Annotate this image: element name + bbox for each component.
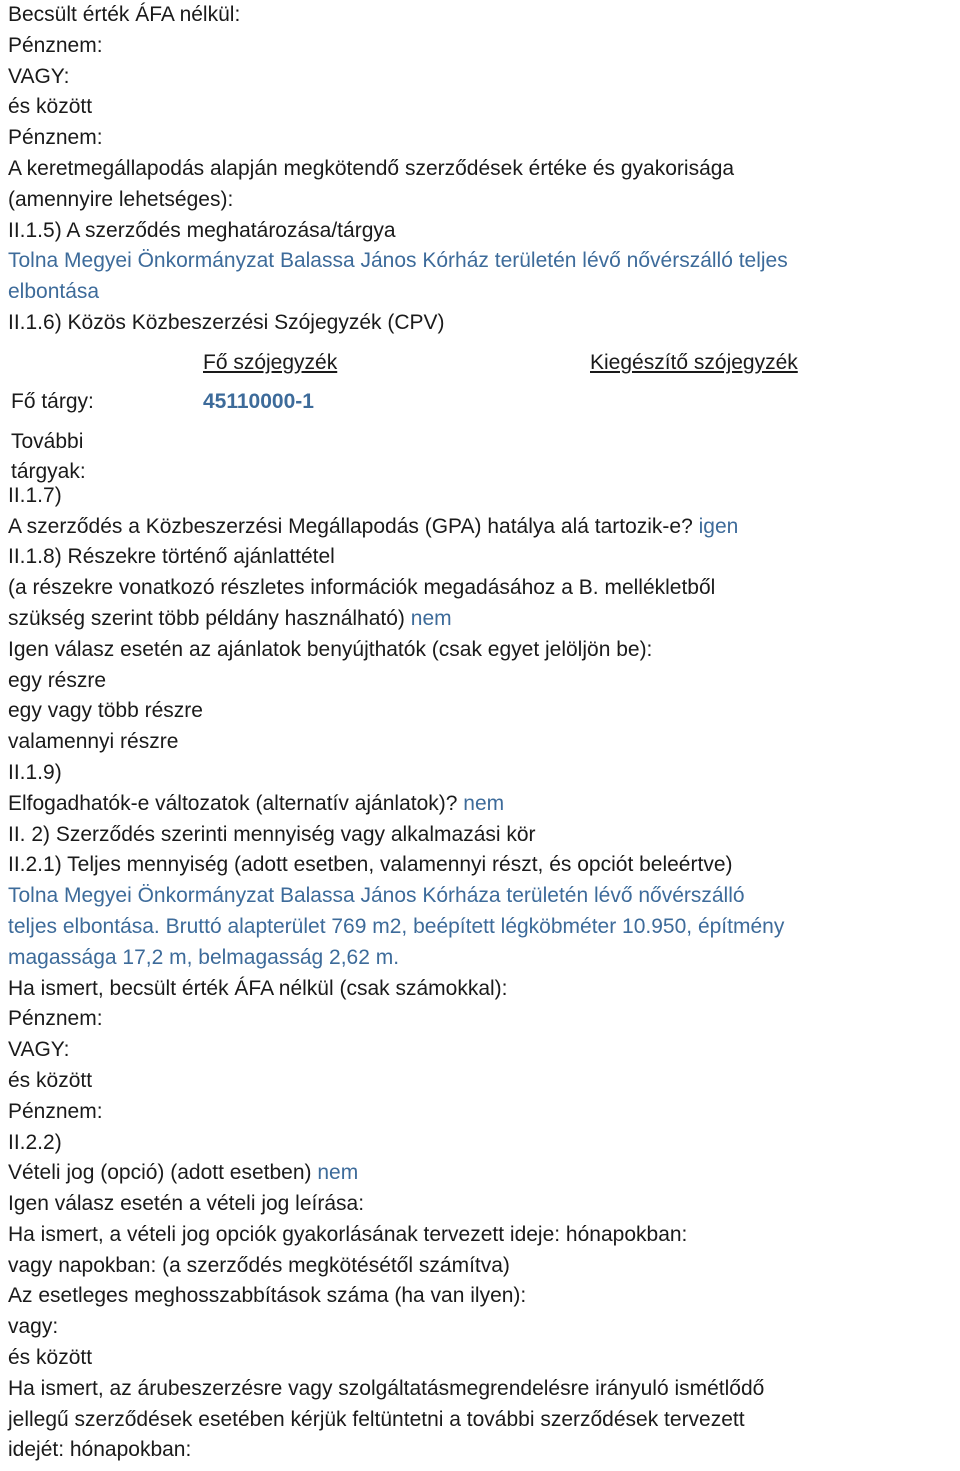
estimated-value-label: Ha ismert, becsült érték ÁFA nélkül (csak számokkal): (8, 976, 508, 1000)
currency-label: Pénznem: (8, 33, 103, 57)
range-label: és között (8, 1346, 93, 1370)
recurring-contracts-text: Ha ismert, az árubeszerzésre vagy szolgáltatásmegrendelésre irányuló ismétlődő (8, 1376, 765, 1400)
framework-value-label: A keretmegállapodás alapján megkötendő szerződések értéke és gyakorisága (8, 156, 735, 180)
currency-label: Pénznem: (8, 126, 103, 150)
cpv-main-code: 45110000-1 (203, 389, 314, 413)
section-heading-ii-2: II. 2) Szerződés szerinti mennyiség vagy alkalmazási kör (8, 822, 536, 846)
range-label: és között (8, 95, 93, 119)
lots-info-text: (a részekre vonatkozó részletes információk megadásához a B. mellékletből (8, 576, 716, 600)
option-question-text: Vételi jog (opció) (adott esetben) (8, 1161, 312, 1185)
or-label: VAGY: (8, 64, 70, 88)
gpa-question (8, 512, 952, 543)
option-answer: nem (317, 1161, 359, 1185)
section-heading-ii-1-9: II.1.9) (8, 760, 62, 784)
option-days-label: vagy napokban: (a szerződés megkötésétől számítva) (8, 1253, 510, 1277)
option-description-label: Igen válasz esetén a vételi jog leírása: (8, 1192, 365, 1216)
cpv-other-objects-label-cont: tárgyak: (11, 459, 86, 483)
lots-info-text-end: szükség szerint több példány használható) (8, 606, 405, 630)
gpa-answer: igen (698, 514, 739, 538)
variants-answer: nem (463, 791, 505, 815)
gpa-question-text: A szerződés a Közbeszerzési Megállapodás (GPA) hatálya alá tartozik-e? (8, 514, 693, 538)
cpv-other-objects-label: További (11, 429, 84, 453)
variants-question (8, 789, 952, 820)
lots-option-all: valamennyi részre (8, 730, 179, 754)
cpv-main-vocabulary-header: Fő szójegyzék (203, 350, 338, 374)
range-label: és között (8, 1068, 93, 1092)
contract-subject-text: Tolna Megyei Önkormányzat Balassa János Kórház területén lévő nővérszálló teljes (8, 249, 788, 273)
quantity-text: Tolna Megyei Önkormányzat Balassa János Kórháza területén lévő nővérszálló (8, 884, 745, 908)
renewals-label: Az esetleges meghosszabbítások száma (ha van ilyen): (8, 1284, 527, 1308)
recurring-contracts-text-end: idejét: hónapokban: (8, 1438, 192, 1462)
section-heading-ii-2-2: II.2.2) (8, 1130, 62, 1154)
contract-subject-text-cont: elbontása (8, 280, 100, 304)
recurring-contracts-text-cont: jellegű szerződések esetében kérjük feltüntetni a további szerződések tervezett (8, 1407, 745, 1431)
lots-submission-label: Igen válasz esetén az ajánlatok benyújthatók (csak egyet jelöljön be): (8, 637, 653, 661)
variants-question-text: Elfogadhatók-e változatok (alternatív ajánlatok)? (8, 791, 458, 815)
cpv-supplementary-vocabulary-header: Kiegészítő szójegyzék (590, 350, 798, 374)
quantity-text-end: magassága 17,2 m, belmagasság 2,62 m. (8, 945, 400, 969)
currency-label: Pénznem: (8, 1099, 103, 1123)
lots-option-one-or-more: egy vagy több részre (8, 699, 203, 723)
section-heading-ii-1-7: II.1.7) (8, 483, 62, 507)
estimated-value-label: Becsült érték ÁFA nélkül: (8, 3, 241, 26)
cpv-table (8, 339, 952, 481)
or-label: VAGY: (8, 1038, 70, 1062)
framework-value-label-cont: (amennyire lehetséges): (8, 187, 234, 211)
section-heading-ii-2-1: II.2.1) Teljes mennyiség (adott esetben, valamennyi részt, és opciót beleértve) (8, 853, 733, 877)
lots-answer: nem (410, 606, 452, 630)
quantity-text-cont: teljes elbontása. Bruttó alapterület 769 m2, beépített légköbméter 10.950, építmény (8, 914, 785, 938)
currency-label: Pénznem: (8, 1007, 103, 1031)
section-heading-ii-1-8: II.1.8) Részekre történő ajánlattétel (8, 545, 335, 569)
option-timing-label: Ha ismert, a vételi jog opciók gyakorlásának tervezett ideje: hónapokban: (8, 1222, 688, 1246)
section-heading-ii-1-6: II.1.6) Közös Közbeszerzési Szójegyzék (CPV) (8, 310, 445, 334)
cpv-main-object-label: Fő tárgy: (11, 389, 94, 413)
lots-info-text-cont (8, 604, 952, 635)
option-question (8, 1158, 952, 1189)
or-label: vagy: (8, 1315, 59, 1339)
section-heading-ii-1-5: II.1.5) A szerződés meghatározása/tárgya (8, 218, 396, 242)
lots-option-one: egy részre (8, 668, 107, 692)
